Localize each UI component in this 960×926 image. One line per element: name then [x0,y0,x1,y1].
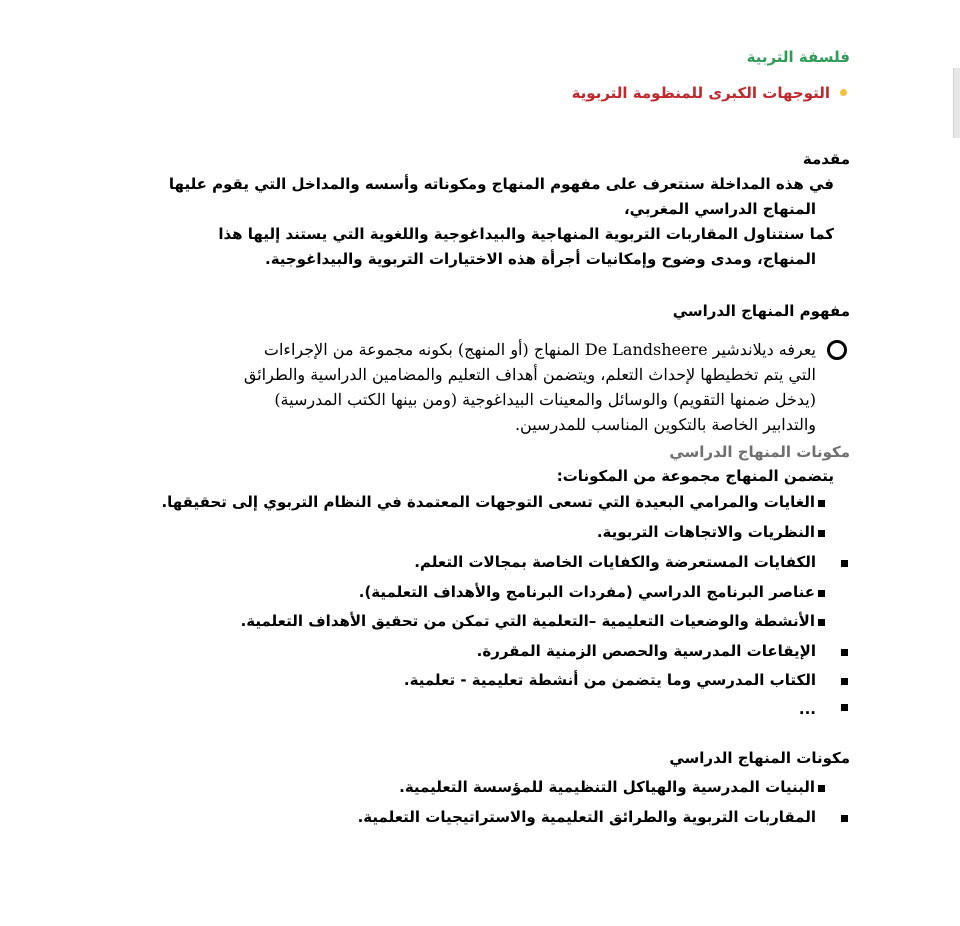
component2-item: المقاربات التربوية والطرائق التعليمية والاستراتيجيات التعلمية. [357,808,816,826]
square-bullet-icon [841,560,848,567]
square-bullet-icon [818,590,825,597]
page-title: فلسفة التربية [746,48,850,66]
square-bullet-icon [818,619,825,626]
component-item: عناصر البرنامج الدراسي (مفردات البرنامج والأهداف التعلمية). [358,583,815,601]
concept-heading: مفهوم المنهاج الدراسي [672,302,850,320]
component-item: الكتاب المدرسي وما يتضمن من أنشطة تعليمية - تعلمية. [403,671,816,689]
component-item: الأنشطة والوضعيات التعليمية –التعلمية التي تمكن من تحقيق الأهداف التعلمية. [240,612,815,630]
intro-heading: مقدمة [802,150,850,168]
square-bullet-icon [818,530,825,537]
square-bullet-icon [841,815,848,822]
square-bullet-icon [818,785,825,792]
circle-bullet-icon [827,340,847,360]
intro-line: المنهاج الدراسي المغربي، [623,200,816,218]
intro-line: المنهاج، ومدى وضوح وإمكانيات أجرأة هذه الاختيارات التربوية والبيداغوجية. [265,250,816,268]
scrollbar-edge[interactable] [953,68,960,138]
components2-heading: مكونات المنهاج الدراسي [669,749,850,767]
component-item: النظريات والاتجاهات التربوية. [596,523,815,541]
component-item: الغايات والمرامي البعيدة التي تسعى التوجهات المعتمدة في النظام التربوي إلى تحقيقها. [161,493,815,511]
concept-line: التي يتم تخطيطها لإحداث التعلم، ويتضمن أهداف التعليم والمضامين الدراسية والطرائق [243,365,816,384]
component-item: الكفايات المستعرضة والكفايات الخاصة بمجالات التعلم. [414,553,816,571]
subtitle: التوجهات الكبرى للمنظومة التربوية [571,84,830,102]
component-item: الإيقاعات المدرسية والحصص الزمنية المقررة. [476,642,816,660]
square-bullet-icon [841,678,848,685]
bullet-dot-icon [840,89,847,96]
square-bullet-icon [841,704,848,711]
intro-line: في هذه المداخلة سنتعرف على مفهوم المنهاج ومكوناته وأسسه والمداخل التي يقوم عليها [168,175,834,193]
component2-item: البنيات المدرسية والهياكل التنظيمية للمؤسسة التعليمية. [399,778,815,796]
concept-line: يعرفه ديلاندشير De Landsheere المنهاج (أو المنهج) بكونه مجموعة من الإجراءات [263,340,816,359]
component-item: ... [798,700,816,718]
components-intro: يتضمن المنهاج مجموعة من المكونات: [556,467,834,485]
intro-line: كما سنتناول المقاربات التربوية المنهاجية والبيداغوجية واللغوية التي يستند إليها هذا [218,225,834,243]
components-heading: مكونات المنهاج الدراسي [669,443,850,461]
square-bullet-icon [841,649,848,656]
square-bullet-icon [818,500,825,507]
concept-line: (يدخل ضمنها التقويم) والوسائل والمعينات البيداغوجية (ومن بينها الكتب المدرسية) [274,390,816,409]
concept-line: والتدابير الخاصة بالتكوين المناسب للمدرسين. [514,415,816,434]
